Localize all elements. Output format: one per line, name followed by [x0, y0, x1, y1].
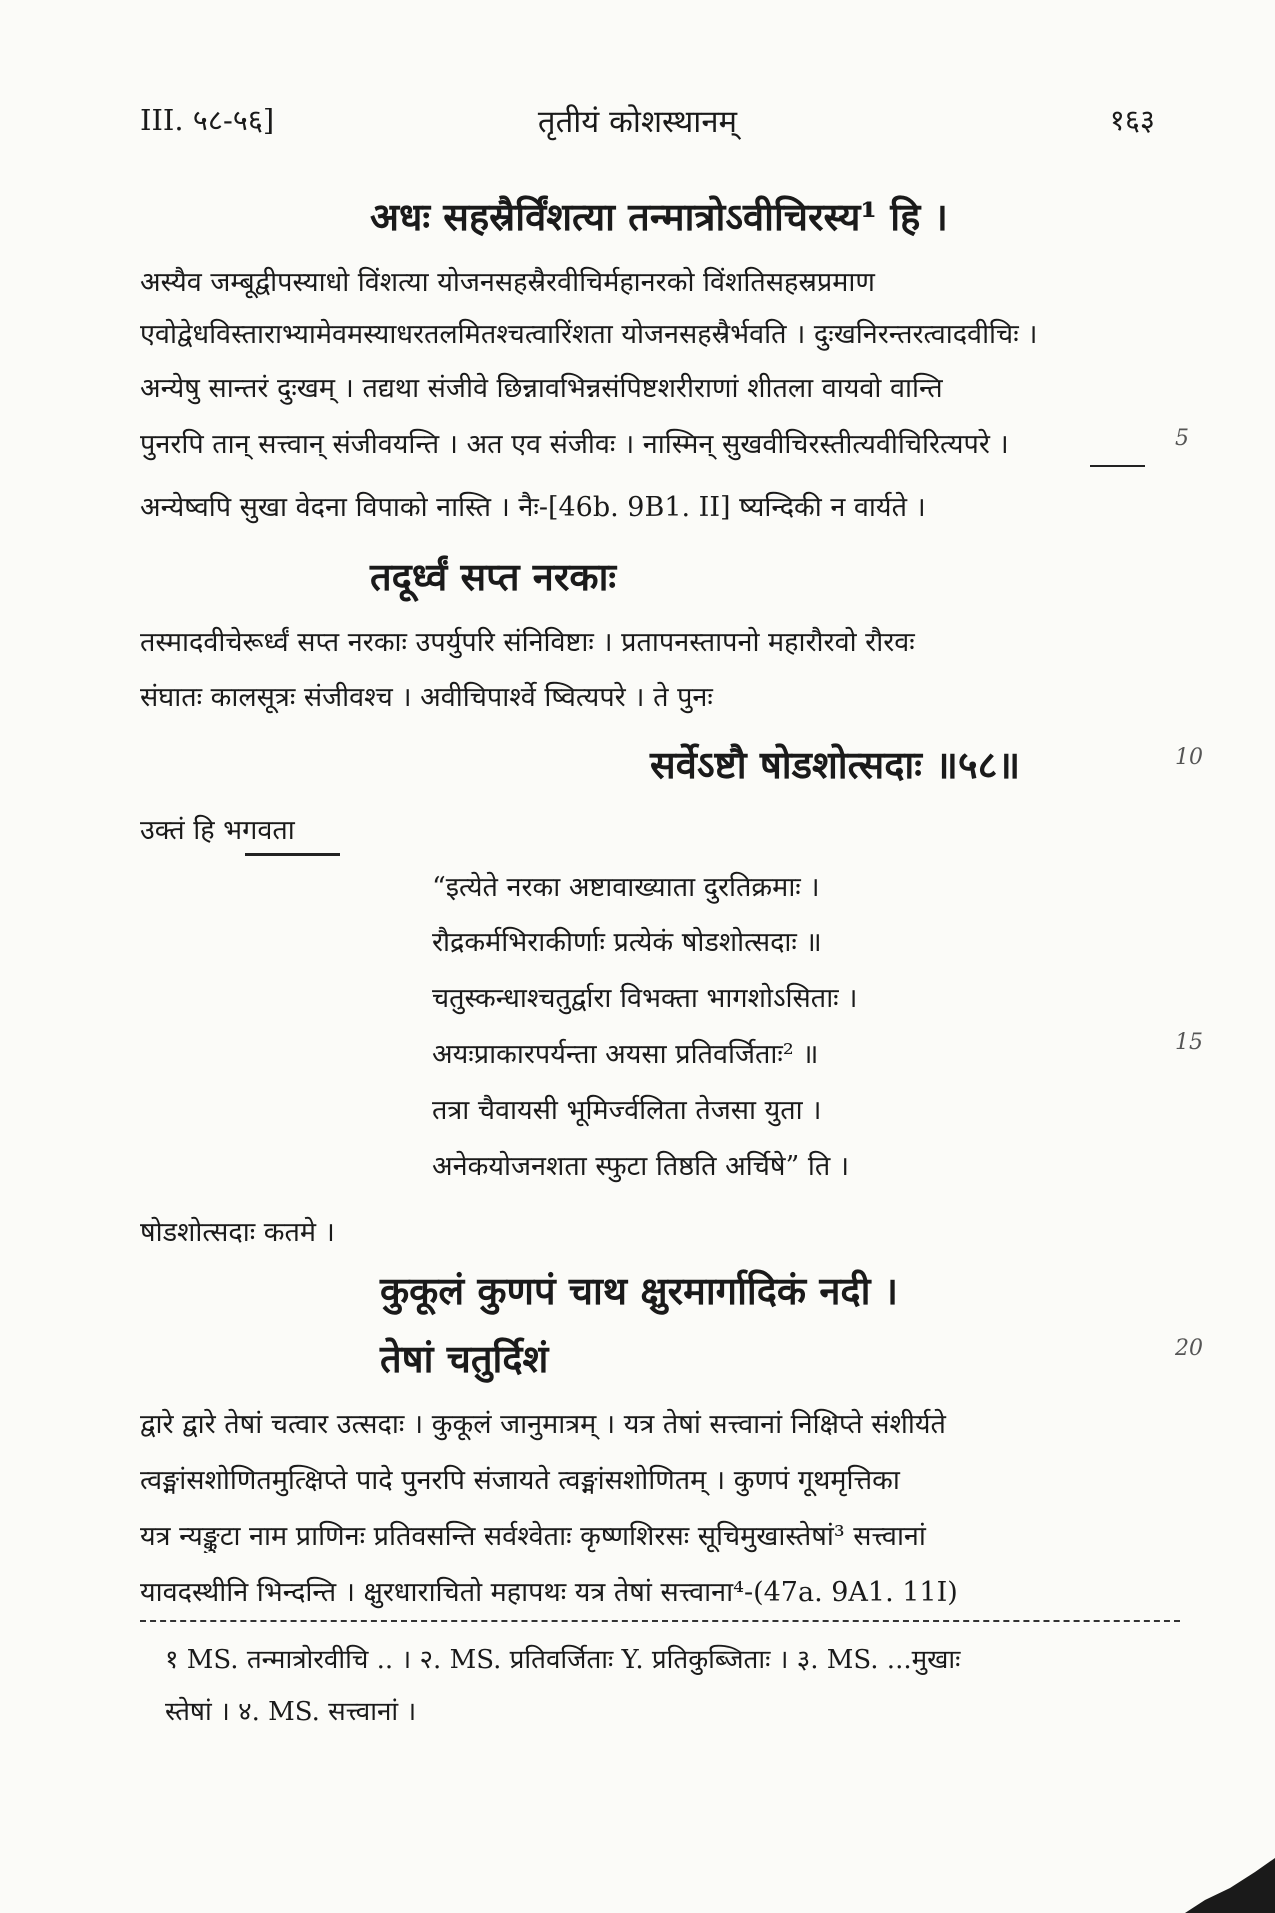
commentary-line: अस्यैव जम्बूद्वीपस्याधो विंशत्या योजनसहस्रैरवीचिर्महानरको विंशतिसहस्रप्रमाण	[140, 267, 875, 298]
karika-verse: तदूर्ध्वं सप्त नरकाः	[370, 554, 617, 599]
commentary-line: अन्येष्वपि सुखा वेदना विपाको नास्ति । नैः-[46b. 9B1. II] ष्यन्दिकी न वार्यते ।	[140, 492, 926, 523]
line-number: 5	[1175, 426, 1189, 451]
scan-edge-artifact	[1185, 1858, 1275, 1913]
line-number: 10	[1175, 745, 1203, 770]
commentary-line: अन्येषु सान्तरं दुःखम् । तद्यथा संजीवे छिन्नावभिन्नसंपिष्टशरीराणां शीतला वायवो वान्ति	[140, 373, 943, 404]
citation-intro: उक्तं हि भगवता	[140, 815, 295, 846]
commentary-line: त्वङ्मांसशोणितमुत्क्षिप्ते पादे पुनरपि संजायते त्वङ्मांसशोणितम् । कुणपं गूथमृत्तिका	[140, 1465, 900, 1496]
underline-mark	[245, 853, 340, 856]
page-range-reference: III. ५८-५६]	[140, 103, 275, 137]
quoted-verse-line: चतुस्कन्धाश्चतुर्द्वारा विभक्ता भागशोऽसिताः ।	[432, 983, 858, 1014]
commentary-line: द्वारे द्वारे तेषां चत्वार उत्सदाः । कुकूलं जानुमात्रम् । यत्र तेषां सत्त्वानां निक्षिप्ते संशीर्यते	[140, 1409, 946, 1440]
karika-verse: तेषां चतुर्दिशं	[380, 1336, 549, 1381]
footnote-line: स्तेषां । ४. MS. सत्त्वानां ।	[165, 1697, 417, 1727]
commentary-line: यत्र न्यङ्कुटा नाम प्राणिनः प्रतिवसन्ति सर्वश्वेताः कृष्णशिरसः सूचिमुखास्तेषां³ सत्त्वानां	[140, 1521, 926, 1552]
karika-verse: अधः सहस्रैर्विंशत्या तन्मात्रोऽवीचिरस्य¹ हि ।	[370, 194, 948, 239]
underline-mark	[1090, 465, 1145, 467]
commentary-line: तस्मादवीचेरूर्ध्वं सप्त नरकाः उपर्युपरि संनिविष्टाः । प्रतापनस्तापनो महारौरवो रौरवः	[140, 627, 915, 658]
line-number: 20	[1175, 1336, 1203, 1361]
quoted-verse-line: “इत्येते नरका अष्टावाख्याता दुरतिक्रमाः ।	[432, 872, 820, 903]
karika-verse: कुकूलं कुणपं चाथ क्षुरमार्गादिकं नदी ।	[380, 1268, 899, 1313]
line-number: 15	[1175, 1030, 1203, 1055]
page-number: १६३	[1109, 103, 1155, 137]
commentary-line: पुनरपि तान् सत्त्वान् संजीवयन्ति । अत एव संजीवः । नास्मिन् सुखवीचिरस्तीत्यवीचिरित्यपरे ।	[140, 429, 1009, 460]
commentary-line: यावदस्थीनि भिन्दन्ति । क्षुरधाराचितो महापथः यत्र तेषां सत्त्वाना⁴-(47a. 9A1. 11I)	[140, 1577, 958, 1608]
quoted-verse-line: रौद्रकर्मभिराकीर्णाः प्रत्येकं षोडशोत्सदाः ॥	[432, 927, 822, 958]
karika-verse: सर्वेऽष्टौ षोडशोत्सदाः ॥५८॥	[650, 742, 1021, 787]
footnote-line: १ MS. तन्मात्रोरवीचि .. । २. MS. प्रतिवर्जिताः Y. प्रतिकुब्जिताः । ३. MS. ...मुखाः	[165, 1645, 961, 1675]
commentary-line: संघातः कालसूत्रः संजीवश्च । अवीचिपार्श्वे ष्वित्यपरे । ते पुनः	[140, 682, 713, 713]
quoted-verse-line: तत्रा चैवायसी भूमिर्ज्वलिता तेजसा युता ।	[432, 1095, 822, 1126]
commentary-line: षोडशोत्सदाः कतमे ।	[140, 1217, 335, 1248]
running-title: तृतीयं कोशस्थानम्	[537, 104, 738, 140]
footnote-divider	[140, 1620, 1180, 1622]
quoted-verse-line: अनेकयोजनशता स्फुटा तिष्ठति अर्चिषे” ति ।	[432, 1151, 850, 1182]
commentary-line: एवोद्वेधविस्ताराभ्यामेवमस्याधरतलमितश्चत्वारिंशता योजनसहस्रैर्भवति । दुःखनिरन्तरत्वादवीचिः ।	[140, 319, 1038, 350]
quoted-verse-line: अयःप्राकारपर्यन्ता अयसा प्रतिवर्जिताः² ॥	[432, 1039, 819, 1070]
